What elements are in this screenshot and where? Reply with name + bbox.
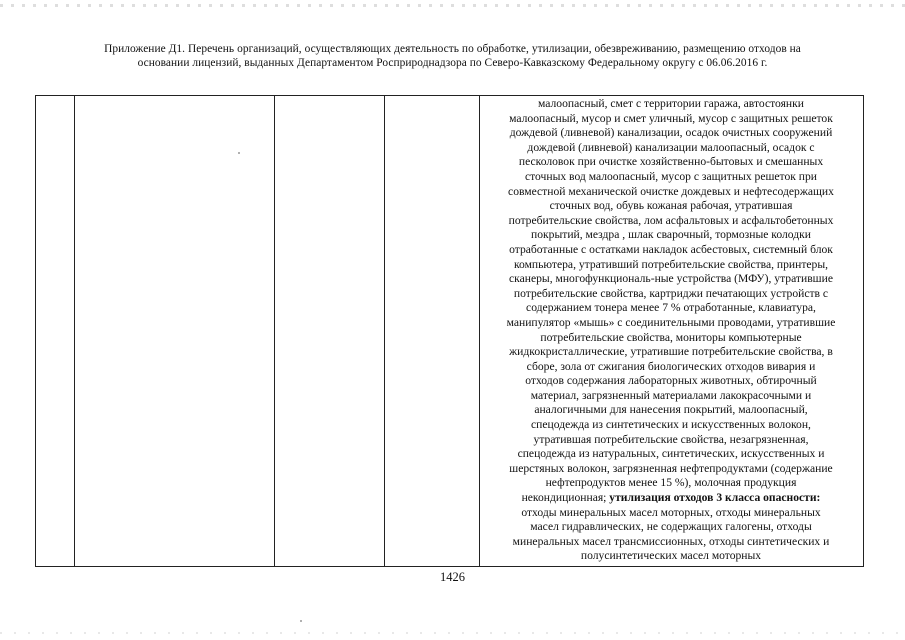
waste-types-cell	[479, 96, 863, 564]
waste-text-line: аналогичными для нанесения покрытий, малоопасный,	[534, 403, 808, 417]
column-divider	[274, 96, 275, 566]
waste-text-line: потребительские свойства, лом асфальтовых и асфальтобетонных	[508, 213, 834, 227]
waste-text-line: нефтепродуктов менее 15 %), молочная продукция	[545, 476, 797, 490]
waste-text-line: отходов содержания лабораторных животных, обтирочный	[525, 374, 817, 388]
waste-text-normal: некондиционная;	[521, 491, 610, 505]
column-divider	[384, 96, 385, 566]
waste-text-block	[485, 97, 857, 491]
waste-text-line: потребительские свойства, мониторы компьютерные	[540, 330, 802, 344]
waste-text-line: шерстяных волокон, загрязненная нефтепродуктами (содержание	[509, 461, 833, 475]
waste-text-line: покрытий, мездра , шлак сварочный, тормозные колодки	[531, 228, 811, 242]
waste-text-line: сточных вод, обувь кожаная рабочая, утратившая	[549, 199, 793, 213]
scan-artifact-bottom	[0, 632, 905, 634]
waste-text-line: сборе, зола от сжигания биологических отходов вивария и	[526, 359, 816, 373]
header-line-2: основании лицензий, выданных Департаментом Росприроднадзора по Северо-Кавказскому Федеральному округу с 06.06.2016 г.	[137, 57, 768, 69]
document-header	[20, 42, 885, 70]
waste-text-line-mixed	[485, 491, 857, 506]
waste-text-line: сточных вод малоопасный, мусор с защитных решеток при	[524, 169, 817, 183]
waste-text-line: отходы минеральных масел моторных, отходы минеральных	[521, 505, 821, 519]
waste-text-line: дождевой (ливневой) канализации малоопасный, осадок с	[527, 140, 815, 154]
scan-speck	[238, 152, 240, 154]
waste-text-line: масел гидравлических, не содержащих галогены, отходы	[530, 520, 812, 534]
waste-text-line: потребительские свойства, картриджи печатающих устройств с	[513, 286, 829, 300]
waste-text-line: содержанием тонера менее 7 % отработанные, клавиатура,	[526, 301, 816, 315]
waste-text-line: утратившая потребительские свойства, незагрязненная,	[533, 432, 809, 446]
page-number: 1426	[440, 570, 465, 584]
waste-text-line: материал, загрязненный материалами лакокрасочными и	[530, 388, 812, 402]
scan-artifact-top	[0, 4, 905, 7]
organizations-table	[35, 95, 864, 567]
waste-text-bold: утилизация отходов 3 класса опасности:	[609, 491, 821, 505]
header-line-1: Приложение Д1. Перечень организаций, осуществляющих деятельность по обработке, утилизации, обезвреживанию, размещению отходов на	[104, 43, 801, 55]
waste-text-line: малоопасный, смет с территории гаража, автостоянки	[538, 97, 804, 110]
column-divider	[74, 96, 75, 566]
waste-text-line: отработанные с остатками накладок асбестовых, системный блок	[509, 242, 833, 256]
waste-text-line: манипулятор «мышь» с соединительными проводами, утратившие	[506, 315, 836, 329]
waste-text-line: спецодежда из натуральных, синтетических, искусственных и	[517, 447, 825, 461]
waste-text-line: минеральных масел трансмиссионных, отходы синтетических и	[512, 534, 830, 548]
waste-text-line: спецодежда из синтетических и искусственных волокон,	[531, 418, 811, 432]
waste-text-line: дождевой (ливневой) канализации, осадок очистных сооружений	[509, 126, 833, 140]
scan-speck	[300, 620, 302, 622]
waste-text-line: компьютера, утративший потребительские свойства, принтеры,	[513, 257, 829, 271]
waste-text-block-after	[485, 506, 857, 564]
waste-text-line: песколовок при очистке хозяйственно-бытовых и смешанных	[518, 155, 824, 169]
waste-text-line: малоопасный, мусор и смет уличный, мусор с защитных решеток	[509, 111, 833, 125]
waste-text-line: жидкокристаллические, утратившие потребительские свойства, в	[509, 345, 833, 359]
waste-text-line: сканеры, многофункциональ-ные устройства (МФУ), утратившие	[509, 272, 833, 286]
waste-text-line: полусинтетических масел моторных	[580, 549, 762, 563]
waste-text-line: совместной механической очистке дождевых и нефтесодержащих	[508, 184, 834, 198]
